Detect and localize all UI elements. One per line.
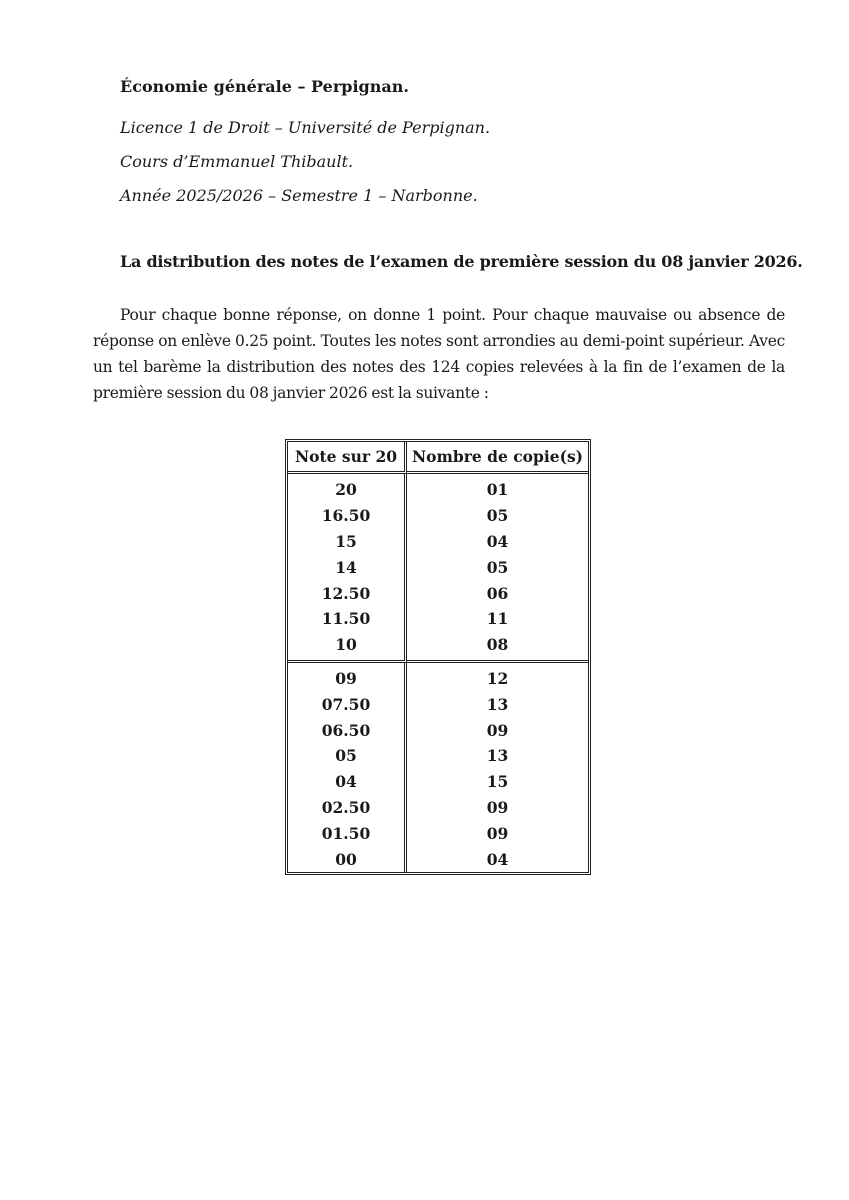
table-row <box>288 529 588 555</box>
grade-cell: 16.50 <box>288 503 407 529</box>
grade-cell: 00 <box>288 846 407 872</box>
count-cell: 04 <box>486 849 509 869</box>
course-info-licence: Licence 1 de Droit – Université de Perpignan. <box>120 118 491 137</box>
grade-cell: 05 <box>288 743 407 769</box>
failing-grades-group <box>288 663 588 872</box>
course-info-year: Année 2025/2026 – Semestre 1 – Narbonne. <box>120 186 478 205</box>
table-row <box>288 717 588 743</box>
count-cell: 13 <box>486 694 509 714</box>
grade-cell: 14 <box>288 554 407 580</box>
grade-cell: 06.50 <box>288 717 407 743</box>
grade-distribution-table <box>285 439 591 875</box>
count-cell: 01 <box>486 480 509 500</box>
count-cell: 15 <box>486 772 509 792</box>
section-title: La distribution des notes de l’examen de première session du 08 janvier 2026. <box>120 252 803 271</box>
table-row <box>288 554 588 580</box>
table-row <box>288 580 588 606</box>
header-count: Nombre de copie(s) <box>407 442 588 474</box>
table-row <box>288 474 588 503</box>
grade-cell: 15 <box>288 529 407 555</box>
table-row <box>288 769 588 795</box>
count-cell: 06 <box>486 583 509 603</box>
grade-cell: 10 <box>288 632 407 663</box>
table-header-row <box>288 442 588 474</box>
grade-cell: 20 <box>288 474 407 503</box>
grade-cell: 11.50 <box>288 606 407 632</box>
count-cell: 13 <box>486 746 509 766</box>
count-cell: 08 <box>407 632 588 663</box>
grade-cell: 07.50 <box>288 691 407 717</box>
table-row <box>288 795 588 821</box>
table-row <box>288 606 588 632</box>
header-grade: Note sur 20 <box>288 442 407 474</box>
count-cell: 04 <box>486 531 509 551</box>
grade-cell: 12.50 <box>288 580 407 606</box>
table-row <box>288 820 588 846</box>
table-row <box>288 663 588 692</box>
course-info-teacher: Cours d’Emmanuel Thibault. <box>120 152 354 171</box>
table-row <box>288 632 588 663</box>
grade-cell: 09 <box>288 663 407 692</box>
table-row <box>288 846 588 872</box>
count-cell: 11 <box>486 609 509 629</box>
table-row <box>288 743 588 769</box>
count-cell: 05 <box>486 506 509 526</box>
grade-cell: 01.50 <box>288 820 407 846</box>
passing-grades-group <box>288 474 588 663</box>
count-cell: 09 <box>486 823 509 843</box>
count-cell: 05 <box>486 557 509 577</box>
count-cell: 09 <box>486 720 509 740</box>
course-title: Économie générale – Perpignan. <box>120 77 409 96</box>
count-cell: 09 <box>486 797 509 817</box>
grade-cell: 04 <box>288 769 407 795</box>
grading-explanation: Pour chaque bonne réponse, on donne 1 point. Pour chaque mauvaise ou absence de réponse on enlève 0.25 point. Toutes les notes sont arrondies au demi-point supérieur. Avec un tel barème la distribution des notes des 124 copies relevées à la fin de l’examen de la première session du 08 janvier 2026 est la suivante : <box>93 306 785 402</box>
table-row <box>288 691 588 717</box>
count-cell: 12 <box>486 668 509 688</box>
grade-cell: 02.50 <box>288 795 407 821</box>
table-row <box>288 503 588 529</box>
